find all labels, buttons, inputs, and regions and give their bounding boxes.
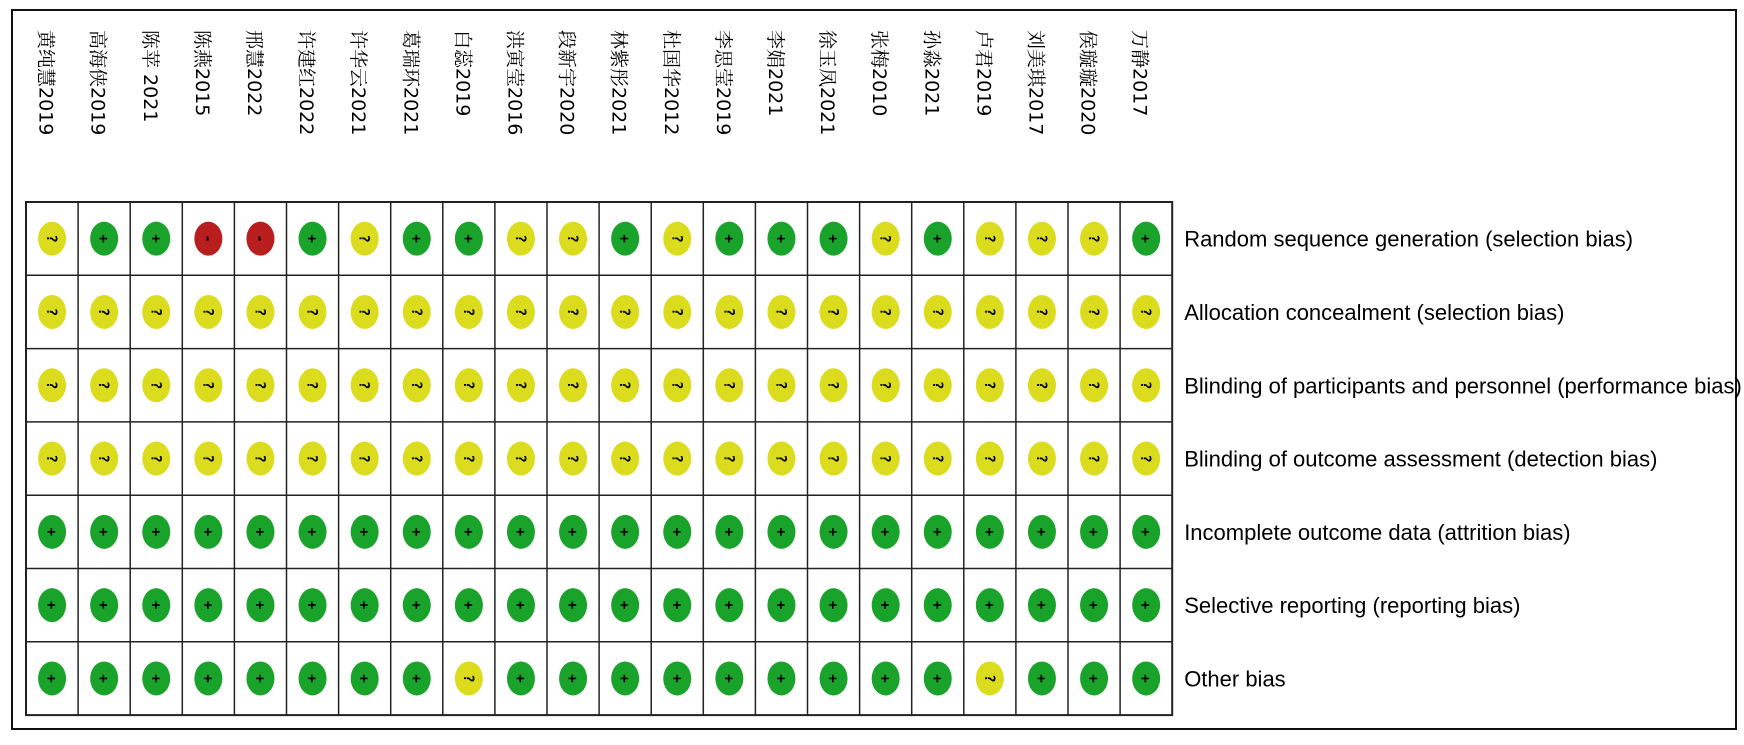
- domain-label: Selective reporting (reporting bias): [1184, 593, 1521, 619]
- study-label: 陈燕2015: [190, 30, 213, 117]
- judgement-symbol: +: [407, 234, 424, 243]
- judgement-symbol: +: [1032, 527, 1049, 537]
- domain-label: Random sequence generation (selection bias): [1184, 226, 1634, 252]
- judgement-symbol: ?: [303, 307, 320, 317]
- judgement-symbol: +: [824, 234, 841, 243]
- judgement-symbol: +: [251, 527, 268, 537]
- judgement-symbol: ?: [303, 381, 320, 390]
- judgement-symbol: +: [564, 600, 581, 610]
- judgement-symbol: +: [824, 600, 841, 610]
- judgement-symbol: ?: [980, 674, 997, 683]
- judgement-symbol: ?: [43, 234, 60, 243]
- judgement-symbol: +: [407, 674, 424, 683]
- judgement-symbol: ?: [511, 454, 528, 463]
- judgement-symbol: +: [616, 674, 633, 683]
- judgement-symbol: ?: [1032, 234, 1049, 243]
- judgement-symbol: -: [199, 234, 216, 243]
- judgement-symbol: ?: [303, 454, 320, 463]
- judgement-symbol: +: [564, 674, 581, 683]
- study-label: 许华云2021: [347, 30, 370, 136]
- judgement-symbol: +: [199, 527, 216, 537]
- judgement-symbol: +: [43, 674, 60, 683]
- judgement-symbol: +: [95, 527, 112, 537]
- judgement-symbol: +: [876, 600, 893, 610]
- judgement-symbol: +: [355, 600, 372, 610]
- judgement-symbol: +: [1137, 527, 1154, 537]
- judgement-symbol: ?: [564, 234, 581, 243]
- study-label: 张梅2010: [868, 30, 891, 117]
- judgement-symbol: +: [95, 234, 112, 243]
- judgement-symbol: +: [824, 527, 841, 537]
- judgement-symbol: +: [147, 600, 164, 610]
- study-label: 徐玉凤2021: [816, 30, 839, 136]
- judgement-symbol: ?: [407, 307, 424, 317]
- judgement-symbol: ?: [43, 454, 60, 463]
- judgement-symbol: ?: [928, 381, 945, 390]
- judgement-symbol: ?: [511, 307, 528, 317]
- judgement-symbol: +: [459, 527, 476, 537]
- study-label: 卢君2019: [972, 30, 995, 117]
- study-label: 高海侠2019: [86, 30, 109, 136]
- study-label: 白蕊2019: [451, 30, 474, 117]
- judgement-symbol: +: [407, 600, 424, 610]
- judgement-symbol: +: [668, 527, 685, 537]
- judgement-symbol: ?: [511, 234, 528, 243]
- judgement-symbol: +: [616, 527, 633, 537]
- judgement-symbol: ?: [980, 454, 997, 463]
- judgement-symbol: +: [459, 600, 476, 610]
- judgement-symbol: ?: [928, 307, 945, 317]
- judgement-symbol: +: [95, 600, 112, 610]
- judgement-symbol: ?: [1137, 454, 1154, 463]
- judgement-symbol: ?: [876, 307, 893, 317]
- study-label: 李娟2021: [763, 30, 786, 117]
- judgement-symbol: +: [616, 234, 633, 243]
- judgement-symbol: +: [199, 674, 216, 683]
- judgement-symbol: ?: [251, 454, 268, 463]
- judgement-symbol: +: [147, 674, 164, 683]
- judgement-symbol: ?: [668, 307, 685, 317]
- judgement-symbol: ?: [1085, 234, 1102, 243]
- judgement-symbol: ?: [95, 381, 112, 390]
- judgement-symbol: +: [1032, 600, 1049, 610]
- judgement-symbol: ?: [355, 307, 372, 317]
- study-label: 侯璇璇2020: [1076, 30, 1099, 136]
- domain-label: Incomplete outcome data (attrition bias): [1184, 519, 1571, 545]
- judgement-symbol: ?: [564, 307, 581, 317]
- judgement-symbol: +: [824, 674, 841, 683]
- study-label: 葛瑞环2021: [399, 30, 422, 136]
- judgement-symbol: ?: [1137, 307, 1154, 317]
- judgement-symbol: +: [928, 600, 945, 610]
- judgement-symbol: ?: [876, 454, 893, 463]
- judgement-symbol: +: [1085, 674, 1102, 683]
- judgement-symbol: ?: [459, 381, 476, 390]
- judgement-symbol: +: [772, 527, 789, 537]
- judgement-symbol: +: [1137, 674, 1154, 683]
- judgement-symbol: +: [147, 527, 164, 537]
- judgement-symbol: ?: [772, 381, 789, 390]
- judgement-symbol: ?: [564, 381, 581, 390]
- study-label: 万静2017: [1128, 30, 1151, 117]
- judgement-symbol: ?: [876, 381, 893, 390]
- judgement-symbol: +: [511, 674, 528, 683]
- judgement-symbol: ?: [1032, 454, 1049, 463]
- judgement-symbol: +: [564, 527, 581, 537]
- judgement-symbol: -: [251, 234, 268, 243]
- judgement-symbol: ?: [980, 234, 997, 243]
- judgement-symbol: ?: [251, 307, 268, 317]
- judgement-symbol: +: [668, 600, 685, 610]
- judgement-symbol: +: [355, 674, 372, 683]
- judgement-symbol: ?: [616, 307, 633, 317]
- judgement-symbol: ?: [43, 307, 60, 317]
- judgement-symbol: +: [199, 600, 216, 610]
- judgement-symbol: +: [668, 674, 685, 683]
- judgement-symbol: ?: [876, 234, 893, 243]
- judgement-symbol: +: [95, 674, 112, 683]
- judgement-symbol: +: [720, 674, 737, 683]
- judgement-symbol: ?: [668, 234, 685, 243]
- judgement-symbol: ?: [407, 454, 424, 463]
- judgement-symbol: +: [1137, 600, 1154, 610]
- judgement-symbol: ?: [407, 381, 424, 390]
- judgement-symbol: ?: [147, 381, 164, 390]
- judgement-symbol: +: [772, 234, 789, 243]
- judgement-symbol: ?: [95, 454, 112, 463]
- study-label: 林紫彤2021: [607, 30, 630, 136]
- judgement-symbol: ?: [355, 234, 372, 243]
- judgement-symbol: ?: [199, 307, 216, 317]
- judgement-symbol: +: [251, 600, 268, 610]
- judgement-symbol: +: [720, 527, 737, 537]
- judgement-symbol: ?: [980, 381, 997, 390]
- domain-label: Allocation concealment (selection bias): [1184, 299, 1565, 325]
- judgement-symbol: ?: [720, 454, 737, 463]
- judgement-symbol: +: [720, 600, 737, 610]
- judgement-symbol: +: [303, 234, 320, 243]
- judgement-symbol: +: [407, 527, 424, 537]
- judgement-symbol: +: [1137, 234, 1154, 243]
- judgement-symbol: ?: [199, 381, 216, 390]
- judgement-symbol: ?: [824, 454, 841, 463]
- judgement-symbol: ?: [980, 307, 997, 317]
- judgement-symbol: +: [1032, 674, 1049, 683]
- judgement-symbol: ?: [668, 454, 685, 463]
- judgement-symbol: +: [876, 674, 893, 683]
- judgement-symbol: ?: [1032, 307, 1049, 317]
- study-label: 杜国华2012: [659, 30, 682, 136]
- judgement-symbol: +: [1085, 527, 1102, 537]
- judgement-symbol: ?: [147, 454, 164, 463]
- judgement-symbol: +: [928, 234, 945, 243]
- judgement-symbol: ?: [251, 381, 268, 390]
- study-label: 孙淼2021: [920, 30, 943, 117]
- judgement-symbol: ?: [147, 307, 164, 317]
- judgement-symbol: +: [303, 674, 320, 683]
- judgement-symbol: +: [928, 674, 945, 683]
- study-label: 邢慧2022: [242, 30, 265, 117]
- judgement-symbol: ?: [668, 381, 685, 390]
- judgement-symbol: ?: [616, 381, 633, 390]
- study-label: 刘美琪2017: [1024, 30, 1047, 136]
- judgement-symbol: +: [980, 600, 997, 610]
- judgement-symbol: ?: [199, 454, 216, 463]
- judgement-symbol: +: [251, 674, 268, 683]
- judgement-symbol: ?: [928, 454, 945, 463]
- judgement-symbol: ?: [1137, 381, 1154, 390]
- judgement-symbol: ?: [564, 454, 581, 463]
- judgement-symbol: +: [511, 527, 528, 537]
- judgement-symbol: ?: [772, 307, 789, 317]
- judgement-symbol: +: [980, 527, 997, 537]
- study-label: 李思莹2019: [711, 30, 734, 136]
- judgement-symbol: ?: [824, 381, 841, 390]
- judgement-symbol: +: [303, 600, 320, 610]
- study-label: 许建红2022: [295, 30, 318, 136]
- judgement-symbol: +: [303, 527, 320, 537]
- domain-label: Other bias: [1184, 666, 1286, 692]
- judgement-symbol: ?: [824, 307, 841, 317]
- judgement-symbol: +: [928, 527, 945, 537]
- judgement-symbol: +: [459, 234, 476, 243]
- judgement-symbol: ?: [459, 454, 476, 463]
- judgement-symbol: ?: [459, 674, 476, 683]
- judgement-symbol: +: [43, 527, 60, 537]
- judgement-symbol: +: [772, 674, 789, 683]
- judgement-symbol: ?: [1032, 381, 1049, 390]
- judgement-symbol: ?: [772, 454, 789, 463]
- judgement-symbol: +: [772, 600, 789, 610]
- domain-label: Blinding of outcome assessment (detection bias): [1184, 446, 1658, 472]
- judgement-symbol: ?: [43, 381, 60, 390]
- judgement-symbol: ?: [1085, 307, 1102, 317]
- judgement-symbol: +: [355, 527, 372, 537]
- judgement-symbol: ?: [1085, 381, 1102, 390]
- judgement-symbol: +: [511, 600, 528, 610]
- judgement-symbol: ?: [720, 307, 737, 317]
- judgement-symbol: +: [1085, 600, 1102, 610]
- judgement-symbol: +: [43, 600, 60, 610]
- study-label: 洪寅莹2016: [503, 30, 526, 136]
- judgement-symbol: ?: [720, 381, 737, 390]
- judgement-symbol: +: [876, 527, 893, 537]
- judgement-symbol: ?: [355, 454, 372, 463]
- judgement-symbol: +: [720, 234, 737, 243]
- domain-label: Blinding of participants and personnel (performance bias): [1184, 373, 1742, 399]
- judgement-symbol: ?: [459, 307, 476, 317]
- study-label: 陈苹 2021: [138, 30, 161, 123]
- judgement-symbol: +: [616, 600, 633, 610]
- judgement-symbol: ?: [355, 381, 372, 390]
- judgement-symbol: ?: [616, 454, 633, 463]
- study-label: 黄纯慧2019: [34, 30, 57, 136]
- judgement-symbol: ?: [1085, 454, 1102, 463]
- judgement-symbol: ?: [95, 307, 112, 317]
- study-label: 段新宇2020: [555, 30, 578, 136]
- judgement-symbol: ?: [511, 381, 528, 390]
- judgement-symbol: +: [147, 234, 164, 243]
